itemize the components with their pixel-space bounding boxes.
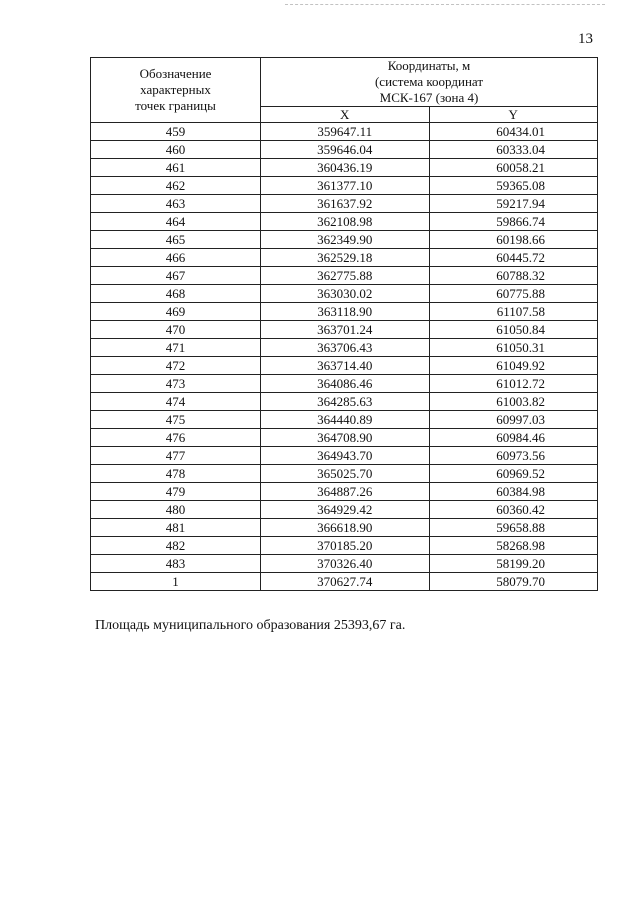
y-cell: 60384.98 xyxy=(429,483,598,501)
table-row xyxy=(91,573,598,591)
point-cell: 460 xyxy=(91,141,261,159)
point-cell: 474 xyxy=(91,393,261,411)
y-cell: 61003.82 xyxy=(429,393,598,411)
point-cell: 472 xyxy=(91,357,261,375)
point-cell: 468 xyxy=(91,285,261,303)
point-cell: 463 xyxy=(91,195,261,213)
y-cell: 58268.98 xyxy=(429,537,598,555)
header-coords-line: МСК-167 (зона 4) xyxy=(379,90,479,105)
table-row xyxy=(91,213,598,231)
table-row xyxy=(91,555,598,573)
table-row xyxy=(91,537,598,555)
y-cell: 59658.88 xyxy=(429,519,598,537)
x-cell: 370326.40 xyxy=(261,555,430,573)
point-cell: 461 xyxy=(91,159,261,177)
y-cell: 61107.58 xyxy=(429,303,598,321)
x-cell: 364943.70 xyxy=(261,447,430,465)
header-coords-line: (система координат xyxy=(374,74,484,89)
x-cell: 363030.02 xyxy=(261,285,430,303)
y-cell: 60058.21 xyxy=(429,159,598,177)
y-cell: 61050.84 xyxy=(429,321,598,339)
table-row xyxy=(91,177,598,195)
point-cell: 470 xyxy=(91,321,261,339)
point-cell: 1 xyxy=(91,573,261,591)
table-row xyxy=(91,357,598,375)
x-cell: 363118.90 xyxy=(261,303,430,321)
x-cell: 364440.89 xyxy=(261,411,430,429)
y-cell: 60984.46 xyxy=(429,429,598,447)
y-cell: 60973.56 xyxy=(429,447,598,465)
x-cell: 363706.43 xyxy=(261,339,430,357)
x-cell: 364887.26 xyxy=(261,483,430,501)
table-row xyxy=(91,321,598,339)
y-cell: 59866.74 xyxy=(429,213,598,231)
y-cell: 61012.72 xyxy=(429,375,598,393)
y-cell: 61050.31 xyxy=(429,339,598,357)
header-coordinates xyxy=(261,58,598,107)
point-cell: 467 xyxy=(91,267,261,285)
table-row xyxy=(91,141,598,159)
table-row xyxy=(91,447,598,465)
coordinates-table xyxy=(90,57,598,591)
y-cell: 60775.88 xyxy=(429,285,598,303)
header-point-line: характерных xyxy=(140,82,211,97)
x-cell: 370627.74 xyxy=(261,573,430,591)
y-cell: 58079.70 xyxy=(429,573,598,591)
point-cell: 464 xyxy=(91,213,261,231)
y-cell: 60997.03 xyxy=(429,411,598,429)
table-row xyxy=(91,429,598,447)
y-cell: 60198.66 xyxy=(429,231,598,249)
y-cell: 60969.52 xyxy=(429,465,598,483)
point-cell: 471 xyxy=(91,339,261,357)
point-cell: 480 xyxy=(91,501,261,519)
y-cell: 60434.01 xyxy=(429,123,598,141)
y-cell: 60445.72 xyxy=(429,249,598,267)
coordinates-table-body xyxy=(91,123,598,591)
x-cell: 370185.20 xyxy=(261,537,430,555)
table-row xyxy=(91,195,598,213)
y-cell: 60788.32 xyxy=(429,267,598,285)
x-cell: 362775.88 xyxy=(261,267,430,285)
point-cell: 462 xyxy=(91,177,261,195)
x-cell: 365025.70 xyxy=(261,465,430,483)
header-y: Y xyxy=(429,107,598,123)
x-cell: 361377.10 xyxy=(261,177,430,195)
x-cell: 363714.40 xyxy=(261,357,430,375)
point-cell: 475 xyxy=(91,411,261,429)
point-cell: 466 xyxy=(91,249,261,267)
point-cell: 473 xyxy=(91,375,261,393)
table-row xyxy=(91,519,598,537)
point-cell: 481 xyxy=(91,519,261,537)
table-row xyxy=(91,501,598,519)
y-cell: 58199.20 xyxy=(429,555,598,573)
x-cell: 364086.46 xyxy=(261,375,430,393)
point-cell: 479 xyxy=(91,483,261,501)
table-row xyxy=(91,411,598,429)
table-row xyxy=(91,375,598,393)
x-cell: 364285.63 xyxy=(261,393,430,411)
y-cell: 61049.92 xyxy=(429,357,598,375)
page-number: 13 xyxy=(578,31,593,47)
header-coords-line: Координаты, м xyxy=(387,58,471,73)
x-cell: 359647.11 xyxy=(261,123,430,141)
x-cell: 366618.90 xyxy=(261,519,430,537)
x-cell: 361637.92 xyxy=(261,195,430,213)
table-row xyxy=(91,267,598,285)
y-cell: 59217.94 xyxy=(429,195,598,213)
table-row xyxy=(91,159,598,177)
point-cell: 459 xyxy=(91,123,261,141)
x-cell: 364929.42 xyxy=(261,501,430,519)
point-cell: 483 xyxy=(91,555,261,573)
point-cell: 476 xyxy=(91,429,261,447)
table-row xyxy=(91,483,598,501)
x-cell: 362108.98 xyxy=(261,213,430,231)
x-cell: 362349.90 xyxy=(261,231,430,249)
table-row xyxy=(91,249,598,267)
header-point-line: точек границы xyxy=(135,98,216,113)
x-cell: 362529.18 xyxy=(261,249,430,267)
y-cell: 59365.08 xyxy=(429,177,598,195)
y-cell: 60360.42 xyxy=(429,501,598,519)
y-cell: 60333.04 xyxy=(429,141,598,159)
table-row xyxy=(91,393,598,411)
x-cell: 363701.24 xyxy=(261,321,430,339)
x-cell: 364708.90 xyxy=(261,429,430,447)
table-row xyxy=(91,123,598,141)
table-row xyxy=(91,339,598,357)
table-row xyxy=(91,465,598,483)
header-point-line: Обозначение xyxy=(139,66,212,81)
header-point-designation xyxy=(91,58,261,123)
table-row xyxy=(91,303,598,321)
x-cell: 359646.04 xyxy=(261,141,430,159)
area-note: Площадь муниципального образования 25393,67 га. xyxy=(95,618,406,633)
top-edge-marks xyxy=(285,4,605,8)
point-cell: 469 xyxy=(91,303,261,321)
header-x: X xyxy=(261,107,430,123)
point-cell: 482 xyxy=(91,537,261,555)
table-row xyxy=(91,285,598,303)
point-cell: 478 xyxy=(91,465,261,483)
point-cell: 477 xyxy=(91,447,261,465)
x-cell: 360436.19 xyxy=(261,159,430,177)
table-row xyxy=(91,231,598,249)
point-cell: 465 xyxy=(91,231,261,249)
